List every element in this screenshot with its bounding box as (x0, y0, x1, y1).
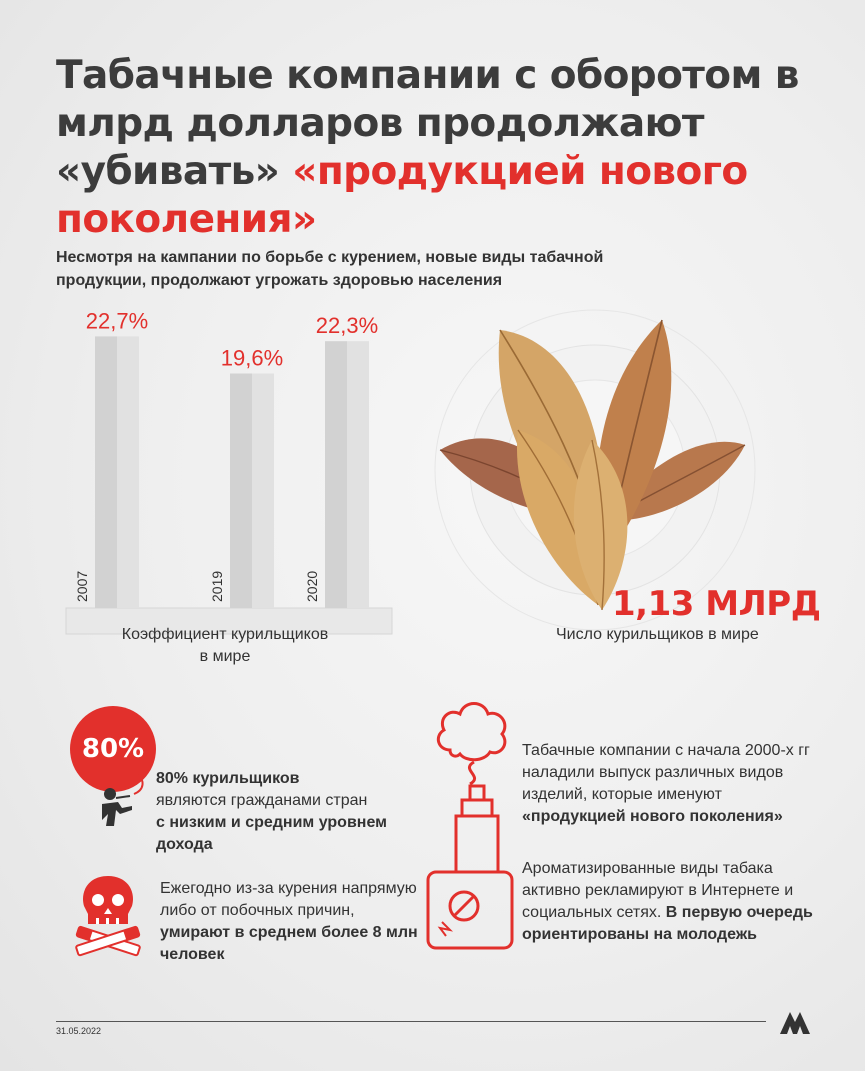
deaths-bold: умирают в среднем более 8 млн человек (160, 924, 418, 963)
low-income-text (156, 768, 416, 856)
vape-device-icon (420, 690, 520, 960)
title-part1: Табачные компании с оборотом в млрд долларов продолжают «убивать» (56, 53, 799, 194)
low-income-bold1: 80% курильщиков (156, 770, 300, 787)
chart-bar-shade-2007 (117, 336, 139, 608)
skull-crossed-cigarettes-icon (70, 870, 146, 962)
chart-category-label: 2020 (304, 570, 320, 602)
footer-date: 31.05.2022 (56, 1026, 102, 1036)
smoker-icon (88, 768, 158, 832)
smokers-count: 1,13 МЛРД (612, 584, 821, 624)
deaths-normal: Ежегодно из-за курения напрямую либо от побочных причин, (160, 880, 417, 919)
flavored-normal: Ароматизированные виды табака активно рекламируют в Интернете и социальных сетях. (522, 860, 794, 921)
chart-bar-2019 (230, 374, 252, 609)
companies-text (522, 740, 822, 828)
deaths-text (160, 878, 420, 966)
flavored-text (522, 858, 822, 946)
chart-bar-shade-2019 (252, 374, 274, 609)
chart-bar-2007 (95, 336, 117, 608)
smokers-rate-chart (0, 300, 410, 640)
chart-caption-line2: в мире (199, 648, 251, 665)
chart-value-label: 22,7% (85, 308, 149, 334)
chart-value-label: 22,3% (315, 313, 379, 339)
chart-caption-line1: Коэффициент курильщиков (121, 626, 329, 643)
chart-bar-shade-2020 (347, 341, 369, 608)
low-income-normal: являются гражданами стран (156, 792, 368, 809)
aa-logo (778, 1008, 812, 1036)
chart-bars (74, 308, 378, 608)
page-subtitle: Несмотря на кампании по борьбе с курением, новые виды табачной продукции, продолжают угрожать здоровью населения (56, 249, 604, 289)
percent-badge: 80% (70, 706, 156, 792)
page-title (56, 52, 816, 244)
chart-value-label: 19,6% (220, 345, 284, 371)
chart-category-label: 2019 (209, 570, 225, 602)
companies-bold: «продукцией нового поколения» (522, 808, 783, 825)
companies-normal: Табачные компании с начала 2000-х гг наладили выпуск различных видов изделий, которые именуют (522, 742, 810, 803)
footer-divider (56, 1021, 766, 1022)
chart-caption (100, 624, 350, 668)
chart-category-label: 2007 (74, 570, 90, 602)
smokers-count-label: Число курильщиков в мире (556, 626, 759, 643)
flavored-bold: В первую очередь ориентированы на молодежь (522, 904, 813, 943)
chart-bar-2020 (325, 341, 347, 608)
title-part2: «продукцией нового поколения» (56, 149, 748, 242)
low-income-bold2: с низким и средним уровнем дохода (156, 814, 387, 853)
